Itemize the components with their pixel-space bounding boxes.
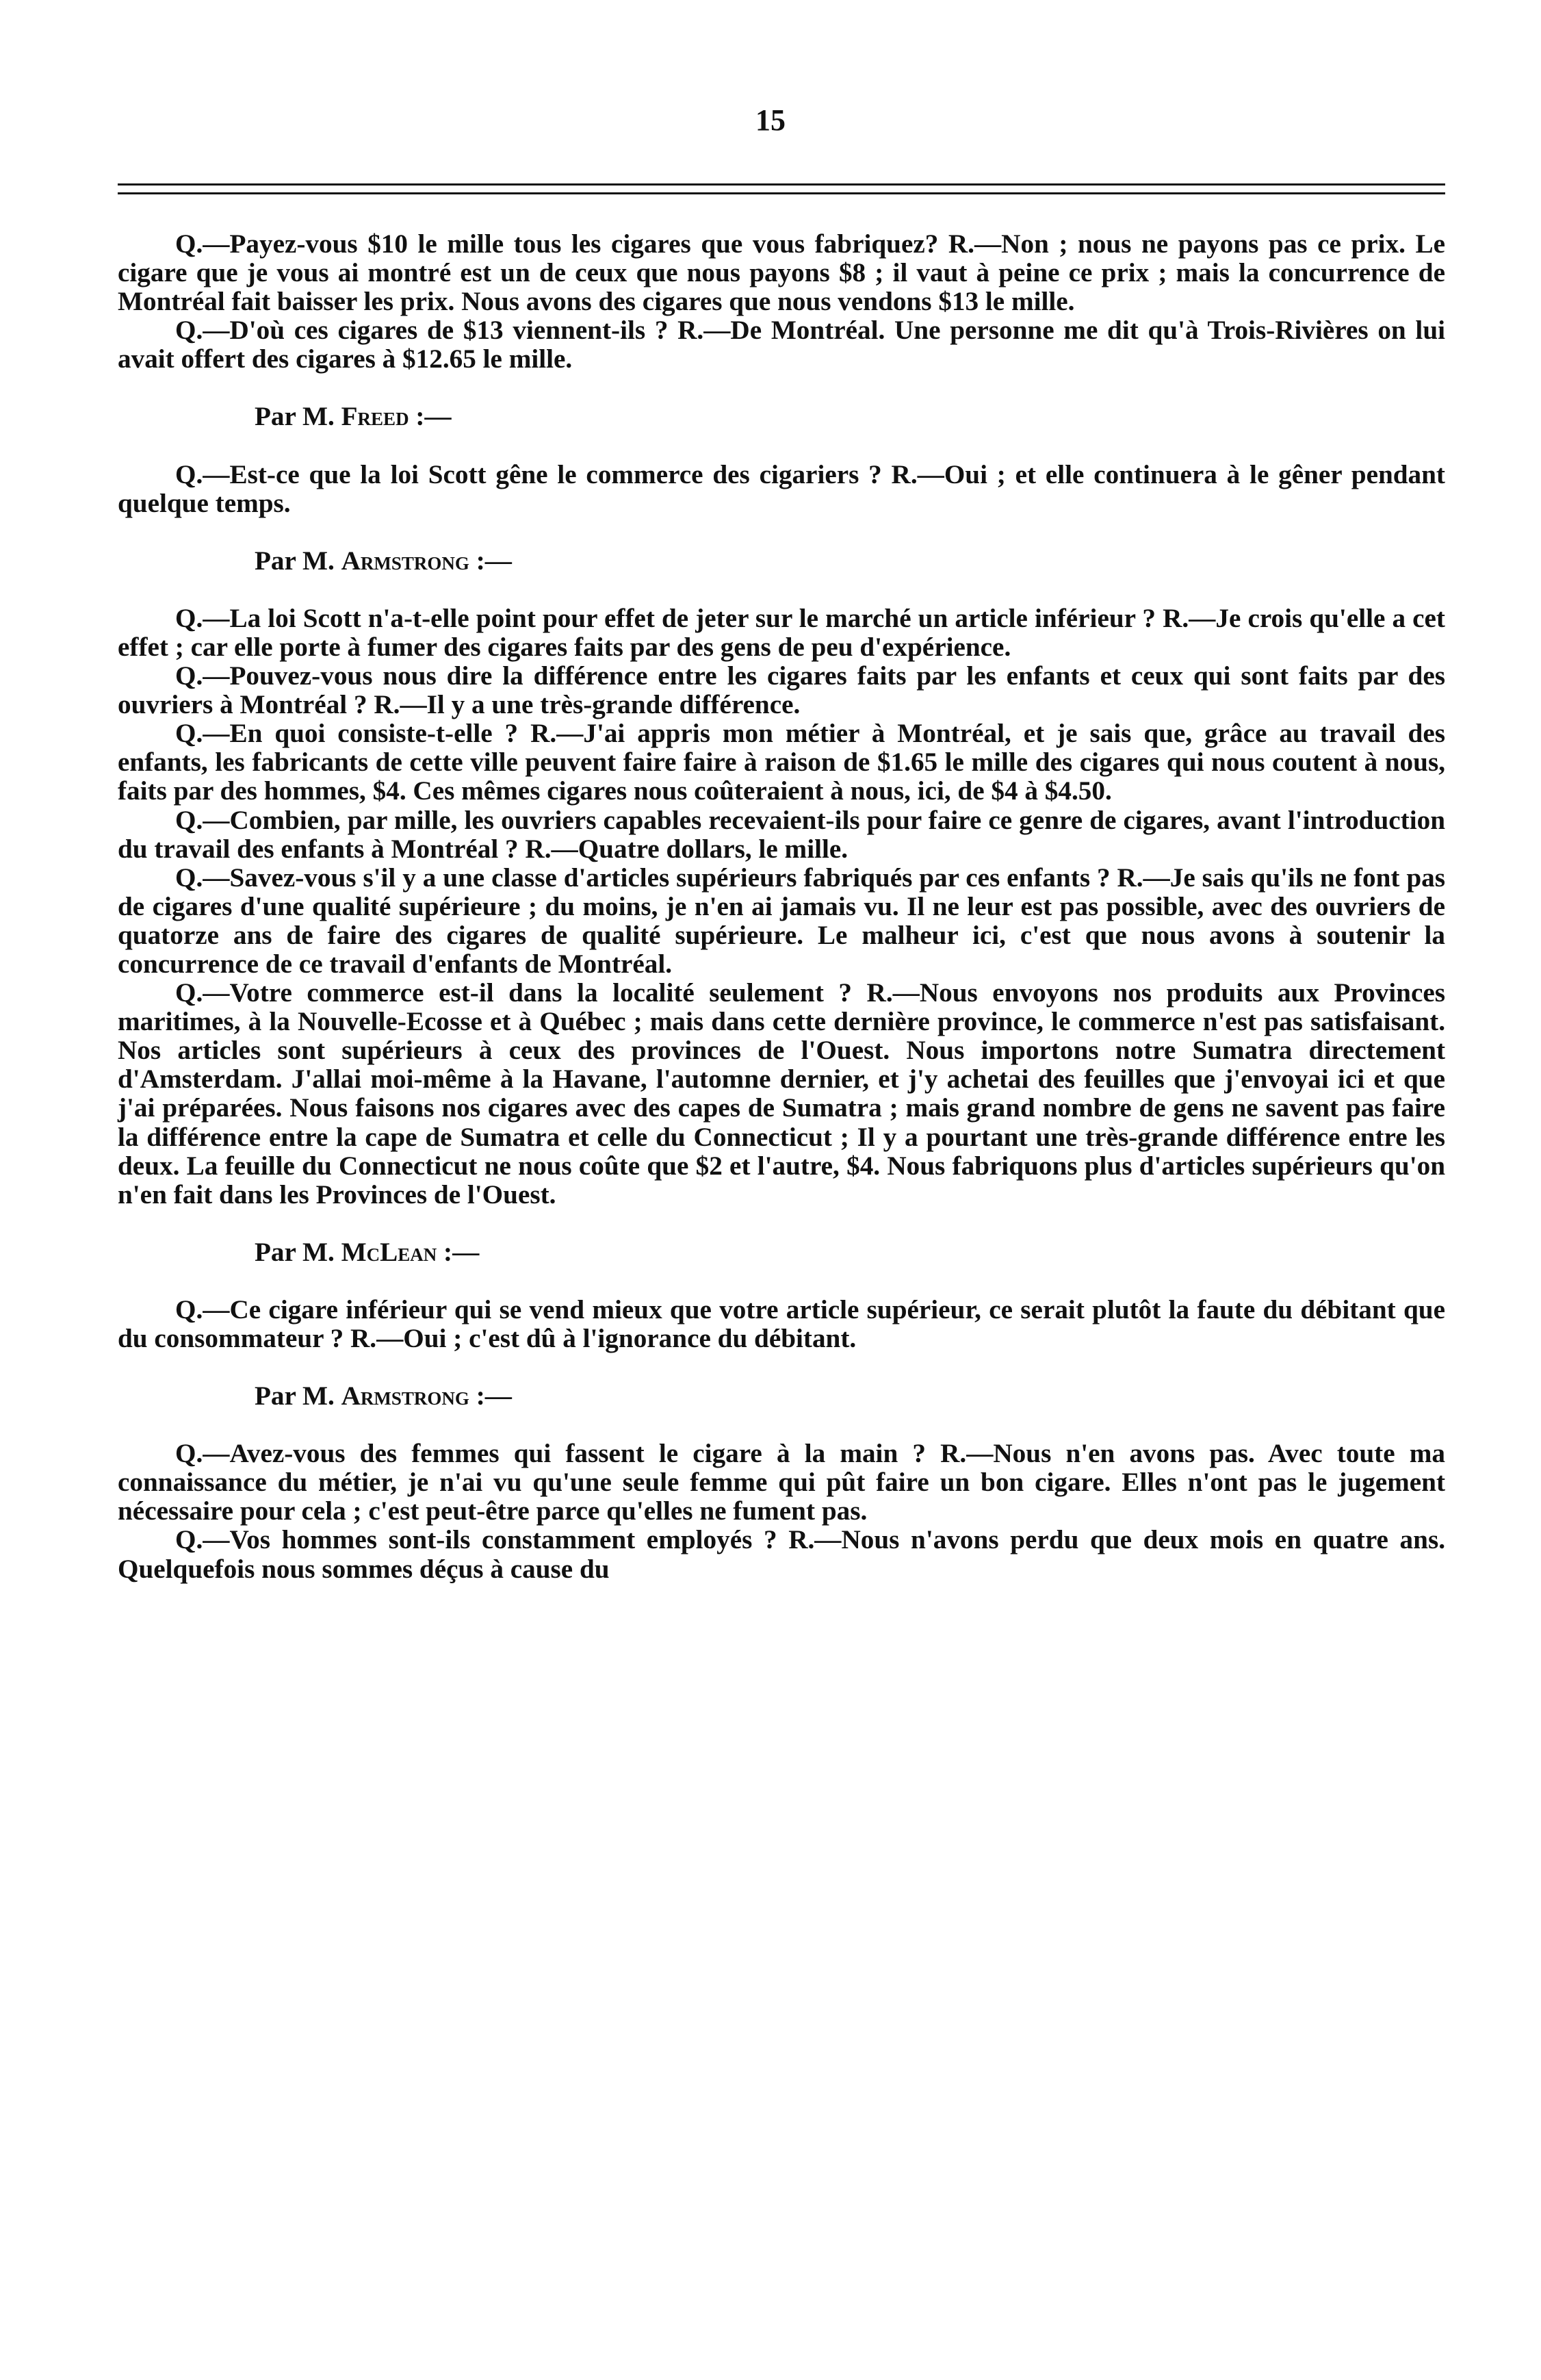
header-rule-top [118,183,1445,185]
speaker-prefix: Par M. [255,1237,341,1267]
question-answer-paragraph: Q.—D'où ces cigares de $13 viennent-ils ? R.—De Montréal. Une personne me dit qu'à Trois-Rivières on lui avait offert des cigares à $12.65 le mille. [118,316,1445,374]
header-rule-bottom [118,192,1445,194]
speaker-name: Freed [341,402,409,432]
speaker-suffix: :— [437,1237,480,1267]
speaker-prefix: Par M. [255,1381,341,1411]
speaker-suffix: :— [469,546,512,576]
question-answer-paragraph: Q.—Payez-vous $10 le mille tous les cigares que vous fabriquez? R.—Non ; nous ne payons pas ce prix. Le cigare que je vous ai montré est un de ceux que nous payons $8 ; il vaut à peine ce prix ; mais la concurrence de Montréal fait baisser les prix. Nous avons des cigares que nous vendons $13 le mille. [118,229,1445,317]
speaker-suffix: :— [409,402,452,432]
speaker-prefix: Par M. [255,546,341,576]
question-answer-paragraph: Q.—Ce cigare inférieur qui se vend mieux que votre article supérieur, ce serait plutôt la faute du débitant que du consommateur ? R.—Oui ; c'est dû à l'ignorance du débitant. [118,1294,1445,1353]
question-answer-paragraph: Q.—Combien, par mille, les ouvriers capables recevaient-ils pour faire ce genre de cigares, avant l'introduction du travail des enfants à Montréal ? R.—Quatre dollars, le mille. [118,805,1445,864]
question-answer-paragraph: Q.—La loi Scott n'a-t-elle point pour effet de jeter sur le marché un article inférieur ? R.—Je crois qu'elle a cet effet ; car elle porte à fumer des cigares faits par des gens de peu d'expérience. [118,603,1445,662]
body-text [118,230,1445,1584]
speaker-name: McLean [341,1237,437,1267]
question-answer-paragraph: Q.—En quoi consiste-t-elle ? R.—J'ai appris mon métier à Montréal, et je sais que, grâce au travail des enfants, les fabricants de cette ville peuvent faire faire à raison de $1.65 le mille des cigares qui nous coutent à nous, faits par des hommes, $4. Ces mêmes cigares nous coûteraient à nous, ici, de $4 à $4.50. [118,719,1445,806]
question-answer-paragraph: Q.—Vos hommes sont-ils constamment employés ? R.—Nous n'avons perdu que deux mois en quatre ans. Quelquefois nous sommes déçus à cause du [118,1525,1445,1584]
speaker-heading [118,402,1445,431]
question-answer-paragraph: Q.—Est-ce que la loi Scott gêne le commerce des cigariers ? R.—Oui ; et elle continuera à le gêner pendant quelque temps. [118,459,1445,518]
question-answer-paragraph: Q.—Savez-vous s'il y a une classe d'articles supérieurs fabriqués par ces enfants ? R.—Je sais qu'ils ne font pas de cigares d'une qualité supérieure ; du moins, je n'en ai jamais vu. Il ne leur est pas possible, avec des ouvriers de quatorze ans de faire des cigares de qualité supérieure. Le malheur ici, c'est que nous avons à soutenir la concurrence de ce travail d'enfants de Montréal. [118,862,1445,979]
page-number: 15 [755,103,786,137]
speaker-name: Armstrong [341,546,469,576]
speaker-name: Armstrong [341,1381,469,1411]
speaker-prefix: Par M. [255,402,341,432]
question-answer-paragraph: Q.—Pouvez-vous nous dire la différence entre les cigares faits par les enfants et ceux qui sont faits par des ouvriers à Montréal ? R.—Il y a une très-grande différence. [118,661,1445,720]
speaker-heading [118,1382,1445,1411]
question-answer-paragraph: Q.—Avez-vous des femmes qui fassent le cigare à la main ? R.—Nous n'en avons pas. Avec toute ma connaissance du métier, je n'ai vu qu'une seule femme qui pût faire un bon cigare. Elles n'ont pas le jugement nécessaire pour cela ; c'est peut-être parce qu'elles ne fument pas. [118,1439,1445,1526]
question-answer-paragraph: Q.—Votre commerce est-il dans la localité seulement ? R.—Nous envoyons nos produits aux Provinces maritimes, à la Nouvelle-Ecosse et à Québec ; mais dans cette dernière province, le commerce n'est pas satisfaisant. Nos articles sont supérieurs à ceux des provinces de l'Ouest. Nous importons notre Sumatra directement d'Amsterdam. J'allai moi-même à la Havane, l'automne dernier, et j'y achetai des feuilles que j'envoyai ici et que j'ai préparées. Nous faisons nos cigares avec des capes de Sumatra ; mais grand nombre de gens ne savent pas faire la différence entre la cape de Sumatra et celle du Connecticut ; Il y a pourtant une très-grande différence entre les deux. La feuille du Connecticut ne nous coûte que $2 et l'autre, $4. Nous fabriquons plus d'articles supérieurs qu'on n'en fait dans les Provinces de l'Ouest. [118,978,1445,1210]
speaker-heading [118,1238,1445,1267]
speaker-heading [118,547,1445,576]
speaker-suffix: :— [469,1381,512,1411]
